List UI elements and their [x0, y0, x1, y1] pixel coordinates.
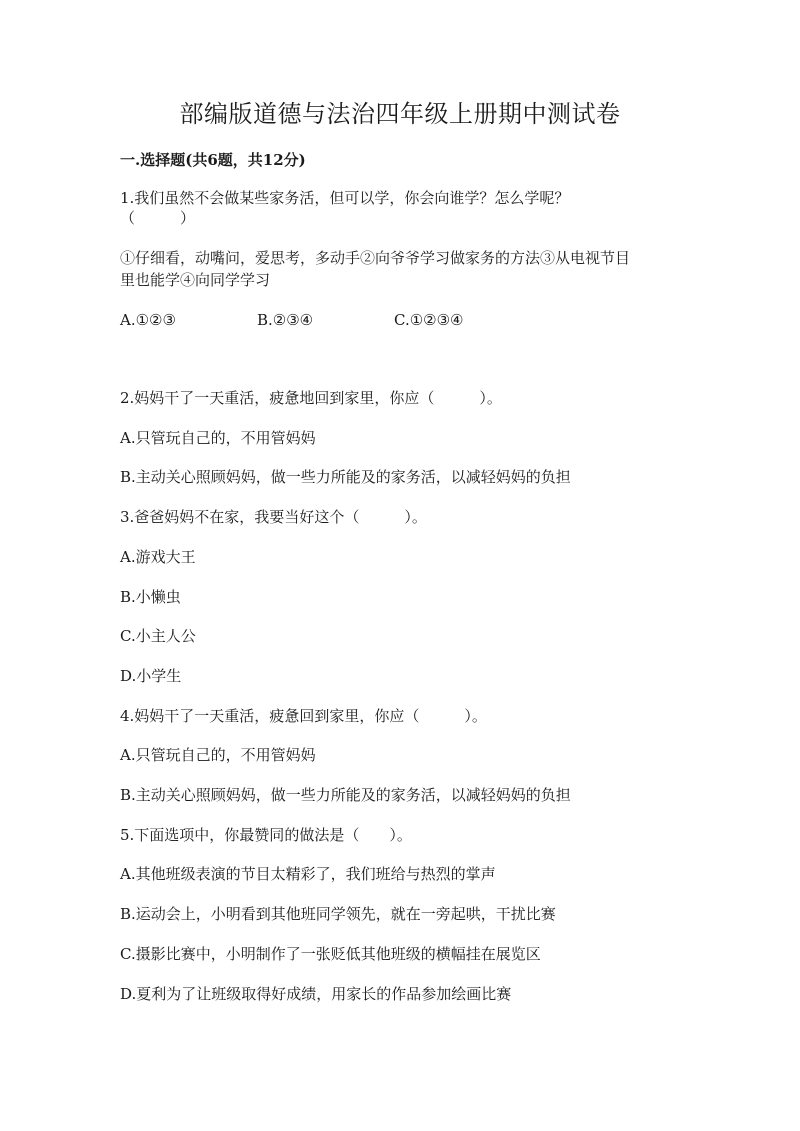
question-4-stem: 4.妈妈干了一天重活，疲惫回到家里，你应（ ）。: [120, 707, 487, 725]
question-3-option-a: A.游戏大王: [120, 548, 196, 566]
question-3-option-b: B.小懒虫: [120, 588, 181, 606]
question-1-option-b: B.②③④: [257, 311, 314, 329]
question-1-option-c: C.①②③④: [394, 311, 464, 329]
question-1-stem: 1.我们虽然不会做某些家务活，但可以学，你会向谁学？怎么学呢？: [120, 189, 570, 207]
question-3-stem: 3.爸爸妈妈不在家，我要当好这个（ ）。: [120, 508, 427, 526]
section-heading: 一.选择题(共6题，共12分): [120, 151, 306, 169]
question-1-info-line-2: 里也能学④向同学学习: [120, 271, 271, 289]
question-5-option-c: C.摄影比赛中，小明制作了一张贬低其他班级的横幅挂在展览区: [120, 945, 541, 963]
question-4-option-a: A.只管玩自己的，不用管妈妈: [120, 746, 316, 764]
question-1-info-line-1: ①仔细看，动嘴问，爱思考，多动手②向爷爷学习做家务的方法③从电视节目: [120, 249, 631, 267]
question-2-option-b: B.主动关心照顾妈妈，做一些力所能及的家务活，以减轻妈妈的负担: [120, 468, 571, 486]
question-1-answer-blank: （ ）: [120, 209, 196, 227]
question-2-option-a: A.只管玩自己的，不用管妈妈: [120, 429, 316, 447]
question-4-option-b: B.主动关心照顾妈妈，做一些力所能及的家务活，以减轻妈妈的负担: [120, 786, 571, 804]
question-5-option-b: B.运动会上，小明看到其他班同学领先，就在一旁起哄，干扰比赛: [120, 905, 556, 923]
question-5-option-d: D.夏利为了让班级取得好成绩，用家长的作品参加绘画比赛: [120, 985, 512, 1003]
question-3-option-d: D.小学生: [120, 667, 182, 685]
question-3-option-c: C.小主人公: [120, 627, 196, 645]
question-2-stem: 2.妈妈干了一天重活，疲惫地回到家里，你应（ ）。: [120, 389, 502, 407]
question-5-stem: 5.下面选项中，你最赞同的做法是（ ）。: [120, 826, 412, 844]
question-1-option-a: A.①②③: [120, 311, 176, 329]
question-1-options: [120, 310, 680, 330]
question-5-option-a: A.其他班级表演的节目太精彩了，我们班给与热烈的掌声: [120, 865, 496, 883]
page-title: 部编版道德与法治四年级上册期中测试卷: [179, 100, 621, 128]
